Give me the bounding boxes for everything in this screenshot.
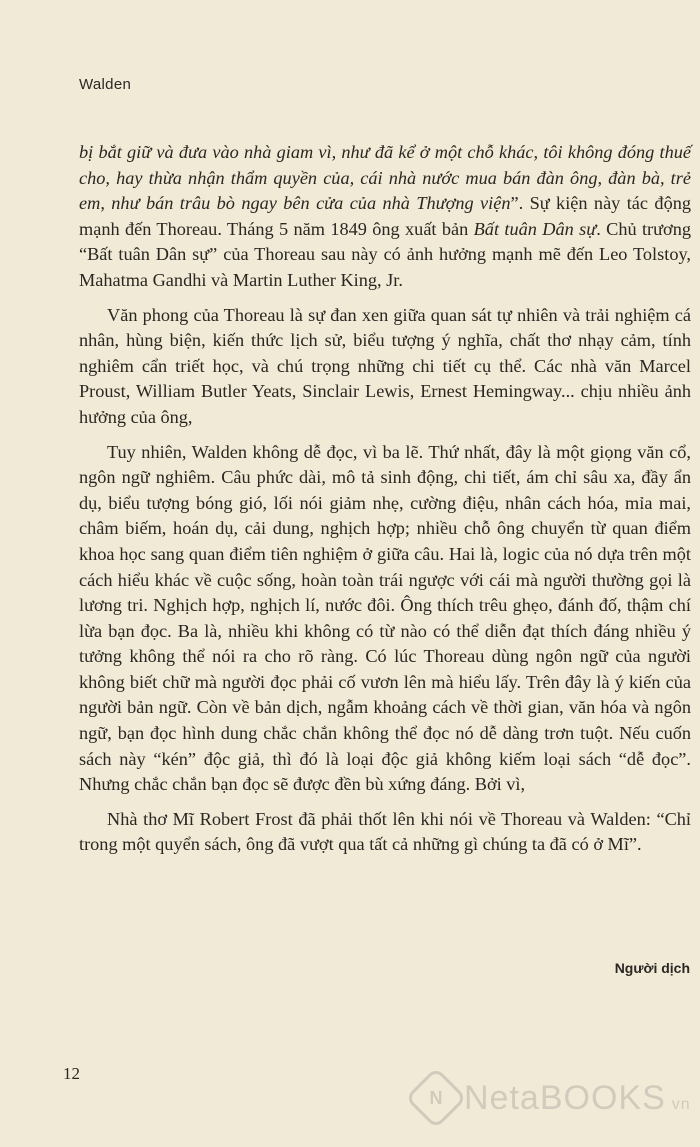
watermark-logo-icon	[405, 1067, 467, 1129]
body-text	[79, 140, 691, 858]
paragraph-1-text-end: . Chủ trương “Bất tuân Dân sự” của Thoreau sau này có ảnh hưởng mạnh mẽ đến Leo Tolstoy, Mahatma Gandhi và Martin Luther King, Jr.	[79, 218, 692, 290]
paragraph-2: Văn phong của Thoreau là sự đan xen giữa quan sát tự nhiên và trải nghiệm cá nhân, hùng biện, kiến thức lịch sử, biểu tượng ý nghĩa, chất thơ nhạy cảm, tính nghiêm cẩn triết học, và chú trọng những chi tiết cụ thể. Các nhà văn Marcel Proust, William Butler Yeats, Sinclair Lewis, Ernest Hemingway... chịu nhiều ảnh hưởng của ông,	[79, 304, 691, 427]
running-head: Walden	[79, 76, 132, 93]
watermark-suffix: vn	[671, 1096, 691, 1113]
page-number: 12	[63, 1064, 80, 1083]
watermark-text: NetaBOOKS	[464, 1078, 666, 1117]
paragraph-4: Nhà thơ Mĩ Robert Frost đã phải thốt lên khi nói về Thoreau và Walden: “Chỉ trong một quyển sách, ông đã vượt qua tất cả những gì chúng ta đã có ở Mĩ”.	[79, 808, 691, 855]
watermark-logo-letter: N	[429, 1087, 443, 1108]
paragraph-1-quote: bị bắt giữ và đưa vào nhà giam vì, như đã kể ở một chỗ khác, tôi không đóng thuế cho, hay thừa nhận thẩm quyền của, cái nhà nước mua bán đàn ông, đàn bà, trẻ em, như bán trâu bò ngay bên cửa của nhà Thượng viện	[79, 142, 691, 214]
book-title-italic: Bất tuân Dân sự	[473, 218, 597, 239]
paragraph-1	[79, 140, 691, 294]
paragraph-1-text: ”. Sự kiện này tác động mạnh đến Thoreau. Tháng 5 năm 1849 ông xuất bản	[79, 193, 691, 239]
paragraph-3: Tuy nhiên, Walden không dễ đọc, vì ba lẽ. Thứ nhất, đây là một giọng văn cổ, ngôn ngữ nghiêm. Câu phức dài, mô tả sinh động, chi tiết, ám chỉ sâu xa, đầy ẩn dụ, biểu tượng bóng gió, lối nói giảm nhẹ, cường điệu, nhân cách hóa, mỉa mai, châm biếm, hoán dụ, cải dung, nghịch hợp; nhiều chỗ ông chuyển từ quan điểm khoa học sang quan điểm tiên nghiệm ở giữa câu. Hai là, logic của nó dựa trên một cách hiểu khác về cuộc sống, hoàn toàn trái ngược với cái mà người thường gọi là lương tri. Nghịch hợp, nghịch lí, nước đôi. Ông thích trêu ghẹo, đánh đố, thậm chí lừa bạn đọc. Ba là, nhiều khi không có từ nào có thể diễn đạt thích đáng nhiều ý tưởng không thể nói ra cho rõ ràng. Có lúc Thoreau dùng ngôn ngữ của người không biết chữ mà người đọc phải cố vươn lên mà hiểu lấy. Trên đây là ý kiến của người bản ngữ. Còn về bản dịch, ngẫm khoảng cách về thời gian, văn hóa và ngôn ngữ, bạn đọc hình dung chắc chắn không thể đọc nó dễ dàng trơn tuột. Nếu cuốn sách này “kén” độc giả, thì đó là loại độc giả không kiếm loại sách “dễ đọc”. Nhưng chắc chắn bạn đọc sẽ được đền bù xứng đáng. Bởi vì,	[79, 441, 691, 795]
watermark	[414, 1076, 691, 1120]
translator-signature: Người dịch	[614, 960, 690, 976]
